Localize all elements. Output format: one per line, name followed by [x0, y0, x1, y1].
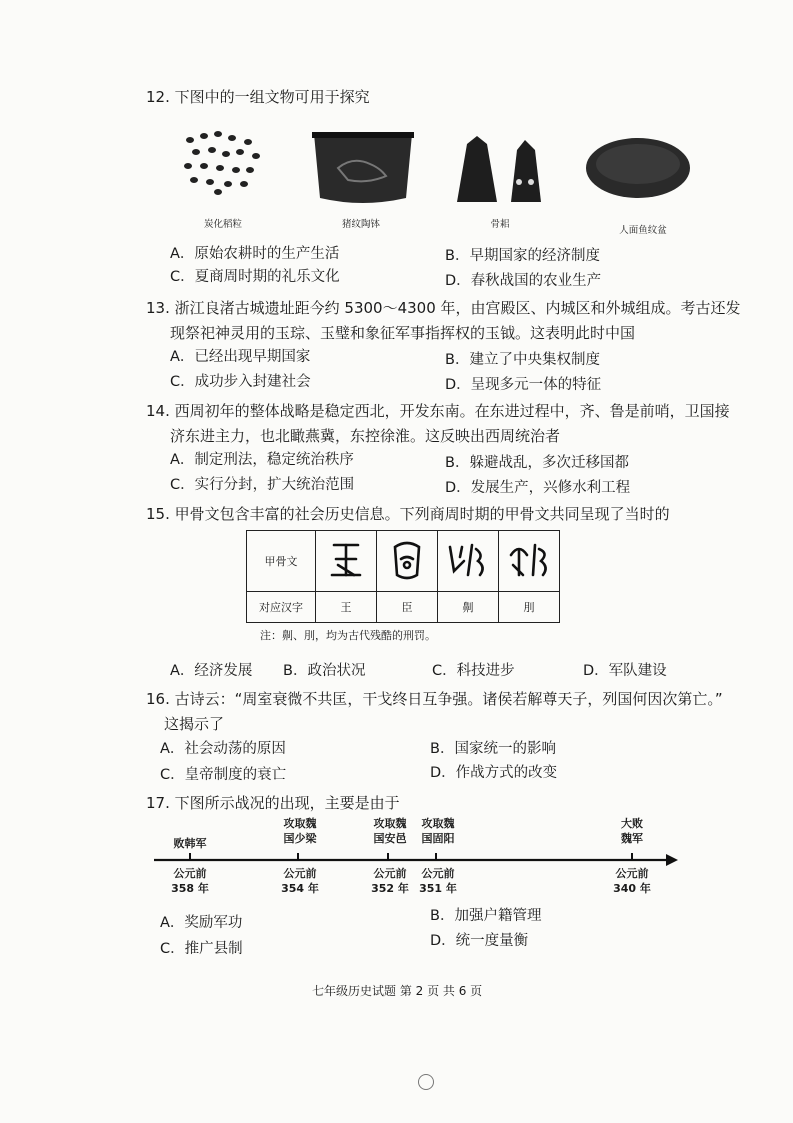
q16-stem-line2: 这揭示了 — [164, 715, 225, 733]
binding-hole-mark — [418, 1074, 434, 1090]
timeline-event-2: 攻取魏 国少梁 — [283, 817, 317, 845]
q13-option-a[interactable]: A．已经出现早期国家 — [170, 349, 311, 365]
q16-stem — [146, 688, 723, 710]
oracle-row-header: 甲骨文 — [247, 531, 316, 592]
q12-number: 12. — [146, 88, 170, 106]
char-wang: 王 — [316, 592, 377, 623]
q12-stem-text: 下图中的一组文物可用于探究 — [174, 88, 370, 106]
timeline-date-3: 公元前 352 年 — [371, 867, 409, 895]
char-row-header: 对应汉字 — [247, 592, 316, 623]
q14-number: 14. — [146, 402, 170, 420]
q15-stem-text: 甲骨文包含丰富的社会历史信息。下列商周时期的甲骨文共同呈现了当时的 — [174, 505, 670, 523]
q14-stem-line1: 西周初年的整体战略是稳定西北，开发东南。在东进过程中，齐、鲁是前哨，卫国接 — [174, 402, 730, 420]
q15-number: 15. — [146, 505, 170, 523]
caption-bone-spade: 骨耜 — [490, 219, 510, 230]
q15-stem — [146, 503, 670, 525]
char-chen: 臣 — [377, 592, 438, 623]
q14-stem-line2: 济东进主力，也北瞰燕冀，东控徐淮。这反映出西周统治者 — [170, 427, 561, 445]
q16-option-a[interactable]: A．社会动荡的原因 — [160, 741, 286, 757]
q15-note: 注：劓、刖，均为古代残酷的刑罚。 — [260, 629, 436, 642]
timeline-event-1: 败韩军 — [173, 837, 207, 850]
q12-option-c[interactable]: C．夏商周时期的礼乐文化 — [170, 269, 340, 285]
q13-stem — [146, 297, 741, 319]
q17-option-b[interactable]: B．加强户籍管理 — [430, 908, 542, 924]
q13-stem-line1: 浙江良渚古城遗址距今约 5300～4300 年，由宫殿区、内城区和外城组成。考古还发 — [174, 299, 741, 317]
oracle-glyph-yi-icon — [438, 531, 498, 587]
pig-pattern-pottery-image — [308, 128, 418, 208]
timeline-event-3: 攻取魏 国安邑 — [373, 817, 407, 845]
q16-number: 16. — [146, 690, 170, 708]
q17-stem-text: 下图所示战况的出现，主要是由于 — [174, 794, 400, 812]
q13-number: 13. — [146, 299, 170, 317]
q16-option-d[interactable]: D．作战方式的改变 — [430, 765, 558, 781]
q17-option-a[interactable]: A．奖励军功 — [160, 915, 243, 931]
oracle-glyph-wang — [316, 531, 377, 592]
q15-option-a[interactable]: A．经济发展 — [170, 663, 253, 679]
q12-option-b[interactable]: B．早期国家的经济制度 — [445, 248, 600, 264]
q17-number: 17. — [146, 794, 170, 812]
oracle-glyph-yue-icon — [499, 531, 559, 587]
timeline-date-4: 公元前 351 年 — [419, 867, 457, 895]
q16-option-b[interactable]: B．国家统一的影响 — [430, 741, 556, 757]
q17-stem — [146, 792, 400, 814]
q15-option-d[interactable]: D．军队建设 — [583, 663, 667, 679]
q16-stem-line1: 古诗云：“周室衰微不共匡，干戈终日互争强。诸侯若解尊天子，列国何因次第亡。” — [174, 690, 723, 708]
page-footer: 七年级历史试题 第 2 页 共 6 页 — [312, 984, 483, 998]
char-yue: 刖 — [499, 592, 560, 623]
oracle-glyph-chen-icon — [377, 531, 437, 587]
q12-option-d[interactable]: D．春秋战国的农业生产 — [445, 273, 602, 289]
oracle-glyph-yue — [499, 531, 560, 592]
q17-option-d[interactable]: D．统一度量衡 — [430, 933, 529, 949]
q15-option-c[interactable]: C．科技进步 — [432, 663, 515, 679]
oracle-glyph-wang-icon — [316, 531, 376, 587]
oracle-glyph-chen — [377, 531, 438, 592]
q14-option-d[interactable]: D．发展生产，兴修水利工程 — [445, 480, 631, 496]
q16-option-c[interactable]: C．皇帝制度的衰亡 — [160, 767, 287, 783]
q15-option-b[interactable]: B．政治状况 — [283, 663, 366, 679]
q13-option-d[interactable]: D．呈现多元一体的特征 — [445, 377, 602, 393]
char-yi: 劓 — [438, 592, 499, 623]
oracle-glyph-yi — [438, 531, 499, 592]
q14-option-c[interactable]: C．实行分封，扩大统治范围 — [170, 477, 355, 493]
q14-option-b[interactable]: B．躲避战乱，多次迁移国都 — [445, 455, 629, 471]
caption-face-basin: 人面鱼纹盆 — [619, 225, 667, 236]
q14-stem — [146, 400, 730, 422]
timeline-event-4: 攻取魏 国固阳 — [421, 817, 455, 845]
caption-carbonized-rice: 炭化稻粒 — [203, 219, 242, 230]
timeline-date-5: 公元前 340 年 — [613, 867, 651, 895]
q13-stem-line2: 现祭祀神灵用的玉琮、玉璧和象征军事指挥权的玉钺。这表明此时中国 — [170, 324, 636, 342]
carbonized-rice-image — [178, 126, 268, 196]
q14-option-a[interactable]: A．制定刑法，稳定统治秩序 — [170, 452, 354, 468]
human-face-fish-basin-image — [583, 134, 693, 204]
oracle-bone-table — [246, 530, 560, 623]
q13-option-c[interactable]: C．成功步入封建社会 — [170, 374, 311, 390]
q12-stem — [146, 86, 370, 108]
timeline-date-2: 公元前 354 年 — [281, 867, 319, 895]
q13-option-b[interactable]: B．建立了中央集权制度 — [445, 352, 600, 368]
bone-spade-image — [445, 130, 555, 205]
q17-option-c[interactable]: C．推广县制 — [160, 941, 243, 957]
timeline-date-1: 公元前 358 年 — [171, 867, 209, 895]
timeline-event-5: 大败 魏军 — [621, 817, 643, 845]
q12-option-a[interactable]: A．原始农耕时的生产生活 — [170, 246, 340, 262]
caption-pig-pottery: 猪纹陶钵 — [341, 219, 380, 230]
